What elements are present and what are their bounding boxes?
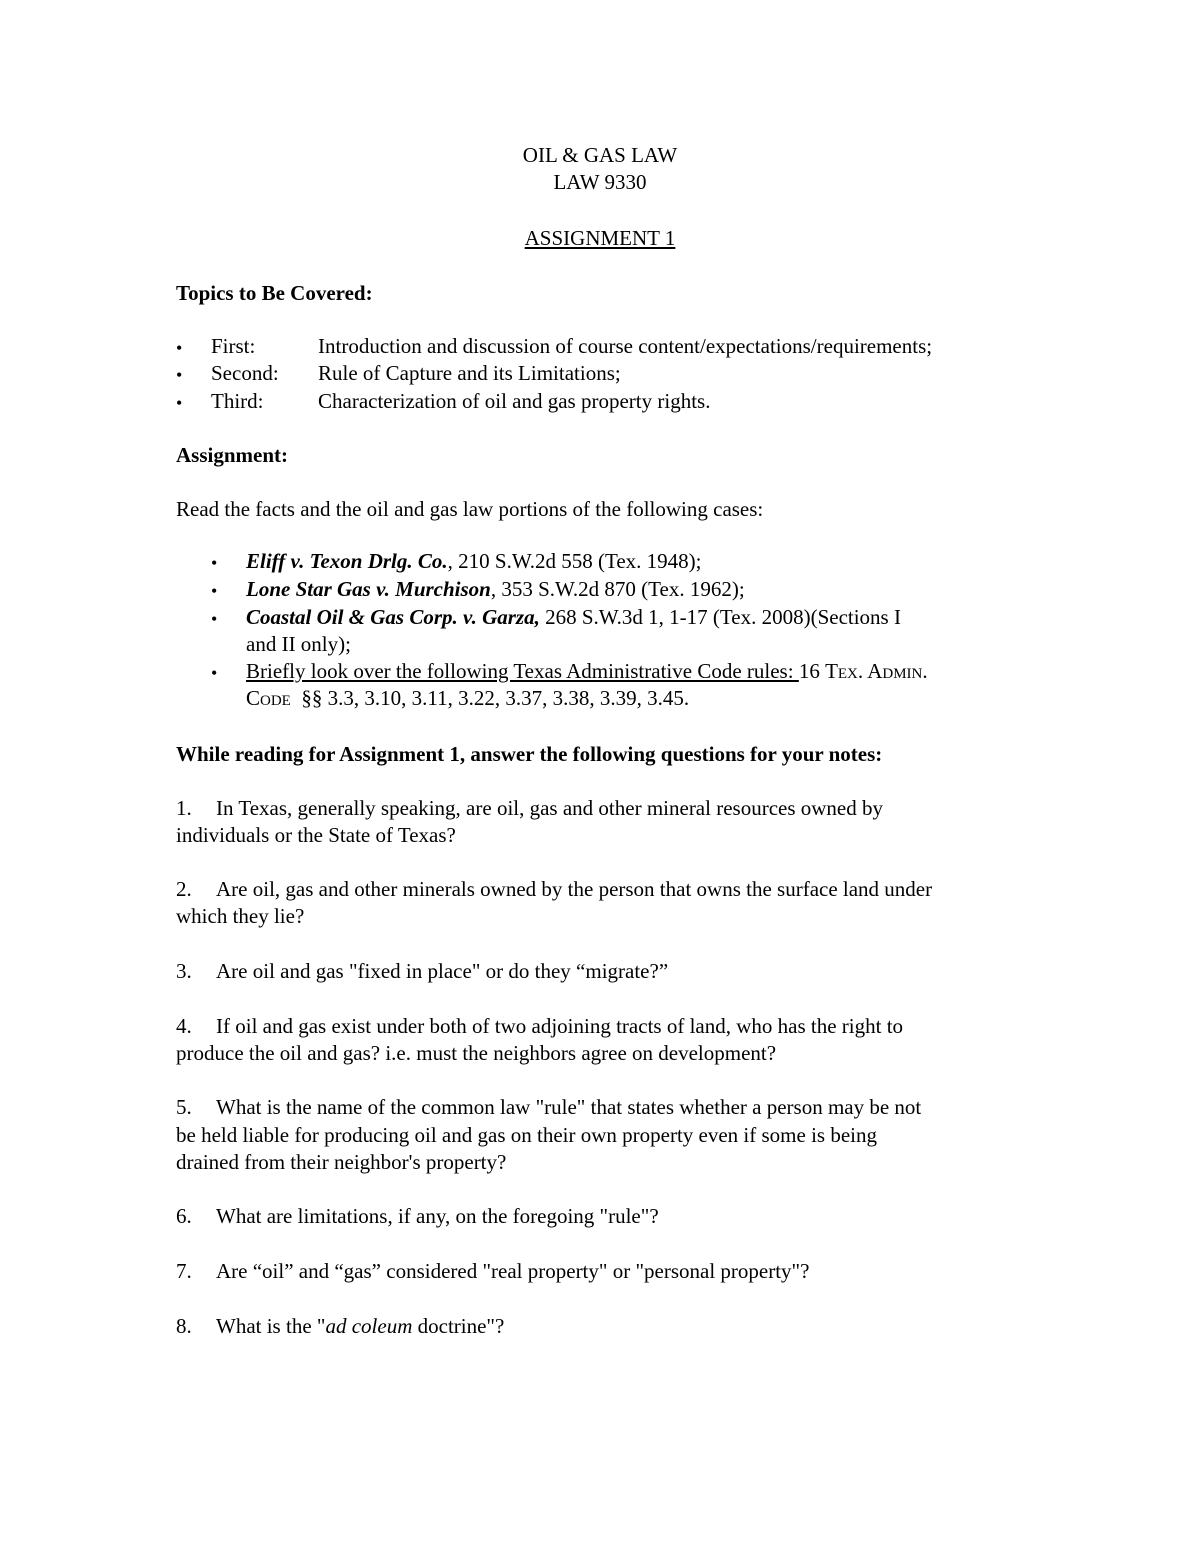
topic-label: Third: bbox=[211, 389, 264, 413]
question-text-continued: produce the oil and gas? i.e. must the neighbors agree on development? bbox=[176, 1041, 777, 1065]
tac-rules-instruction: Briefly look over the following Texas Administrative Code rules: bbox=[246, 659, 799, 683]
question-number: 8. bbox=[176, 1314, 192, 1338]
question-text-continued: be held liable for producing oil and gas on their own property even if some is being bbox=[176, 1123, 877, 1147]
question-number: 1. bbox=[176, 796, 192, 820]
assignment-intro: Read the facts and the oil and gas law portions of the following cases: bbox=[176, 497, 764, 521]
tac-code-name: Tex. Admin. bbox=[825, 659, 928, 683]
questions-heading: While reading for Assignment 1, answer the following questions for your notes: bbox=[176, 742, 883, 766]
question-text: What is the name of the common law "rule" that states whether a person may be not bbox=[216, 1095, 922, 1119]
question-text: If oil and gas exist under both of two adjoining tracts of land, who has the right to bbox=[216, 1014, 904, 1038]
question-text-continued: which they lie? bbox=[176, 904, 305, 928]
bullet: • bbox=[211, 553, 218, 573]
case-citation: , 210 S.W.2d 558 (Tex. 1948); bbox=[447, 549, 702, 573]
case-name: Coastal Oil & Gas Corp. v. Garza, bbox=[246, 605, 540, 629]
question-text-continued: individuals or the State of Texas? bbox=[176, 823, 456, 847]
case-citation: 268 S.W.3d 1, 1-17 (Tex. 2008)(Sections I bbox=[539, 605, 901, 629]
tac-sections: §§ 3.3, 3.10, 3.11, 3.22, 3.37, 3.38, 3.39, 3.45. bbox=[290, 686, 690, 710]
course-number: LAW 9330 bbox=[553, 170, 647, 194]
assignment-heading: Assignment: bbox=[176, 443, 289, 467]
question-number: 2. bbox=[176, 877, 192, 901]
assignment-title: ASSIGNMENT 1 bbox=[524, 226, 676, 250]
case-citation-continued: and II only); bbox=[246, 632, 351, 656]
topic-text: Characterization of oil and gas property rights. bbox=[318, 389, 711, 413]
document-title: OIL & GAS LAW bbox=[522, 143, 678, 167]
case-citation: , 353 S.W.2d 870 (Tex. 1962); bbox=[490, 577, 745, 601]
question-number: 7. bbox=[176, 1259, 192, 1283]
bullet: • bbox=[176, 365, 183, 385]
question-text: Are “oil” and “gas” considered "real property" or "personal property"? bbox=[216, 1259, 810, 1283]
bullet: • bbox=[211, 609, 218, 629]
question-text: What is the "ad coleum doctrine"? bbox=[216, 1314, 505, 1338]
question-text-continued: drained from their neighbor's property? bbox=[176, 1150, 507, 1174]
bullet: • bbox=[176, 393, 183, 413]
question-number: 3. bbox=[176, 959, 192, 983]
topic-text: Rule of Capture and its Limitations; bbox=[318, 361, 621, 385]
question-text: Are oil and gas "fixed in place" or do they “migrate?” bbox=[216, 959, 669, 983]
topics-heading: Topics to Be Covered: bbox=[176, 281, 373, 305]
case-name: Eliff v. Texon Drlg. Co. bbox=[246, 549, 448, 573]
bullet: • bbox=[176, 338, 183, 358]
question-number: 5. bbox=[176, 1095, 192, 1119]
topic-text: Introduction and discussion of course content/expectations/requirements; bbox=[318, 334, 933, 358]
question-text: In Texas, generally speaking, are oil, gas and other mineral resources owned by bbox=[216, 796, 883, 820]
bullet: • bbox=[211, 581, 218, 601]
question-text: Are oil, gas and other minerals owned by the person that owns the surface land under bbox=[216, 877, 933, 901]
question-text: What are limitations, if any, on the foregoing "rule"? bbox=[216, 1204, 659, 1228]
tac-code-label: Code bbox=[246, 686, 291, 710]
case-name: Lone Star Gas v. Murchison bbox=[246, 577, 491, 601]
topic-label: First: bbox=[211, 334, 256, 358]
question-number: 6. bbox=[176, 1204, 192, 1228]
question-number: 4. bbox=[176, 1014, 192, 1038]
bullet: • bbox=[211, 663, 218, 683]
ad-coleum-term: ad coleum bbox=[325, 1314, 413, 1338]
topic-label: Second: bbox=[211, 361, 279, 385]
tac-citation: 16 bbox=[798, 659, 826, 683]
